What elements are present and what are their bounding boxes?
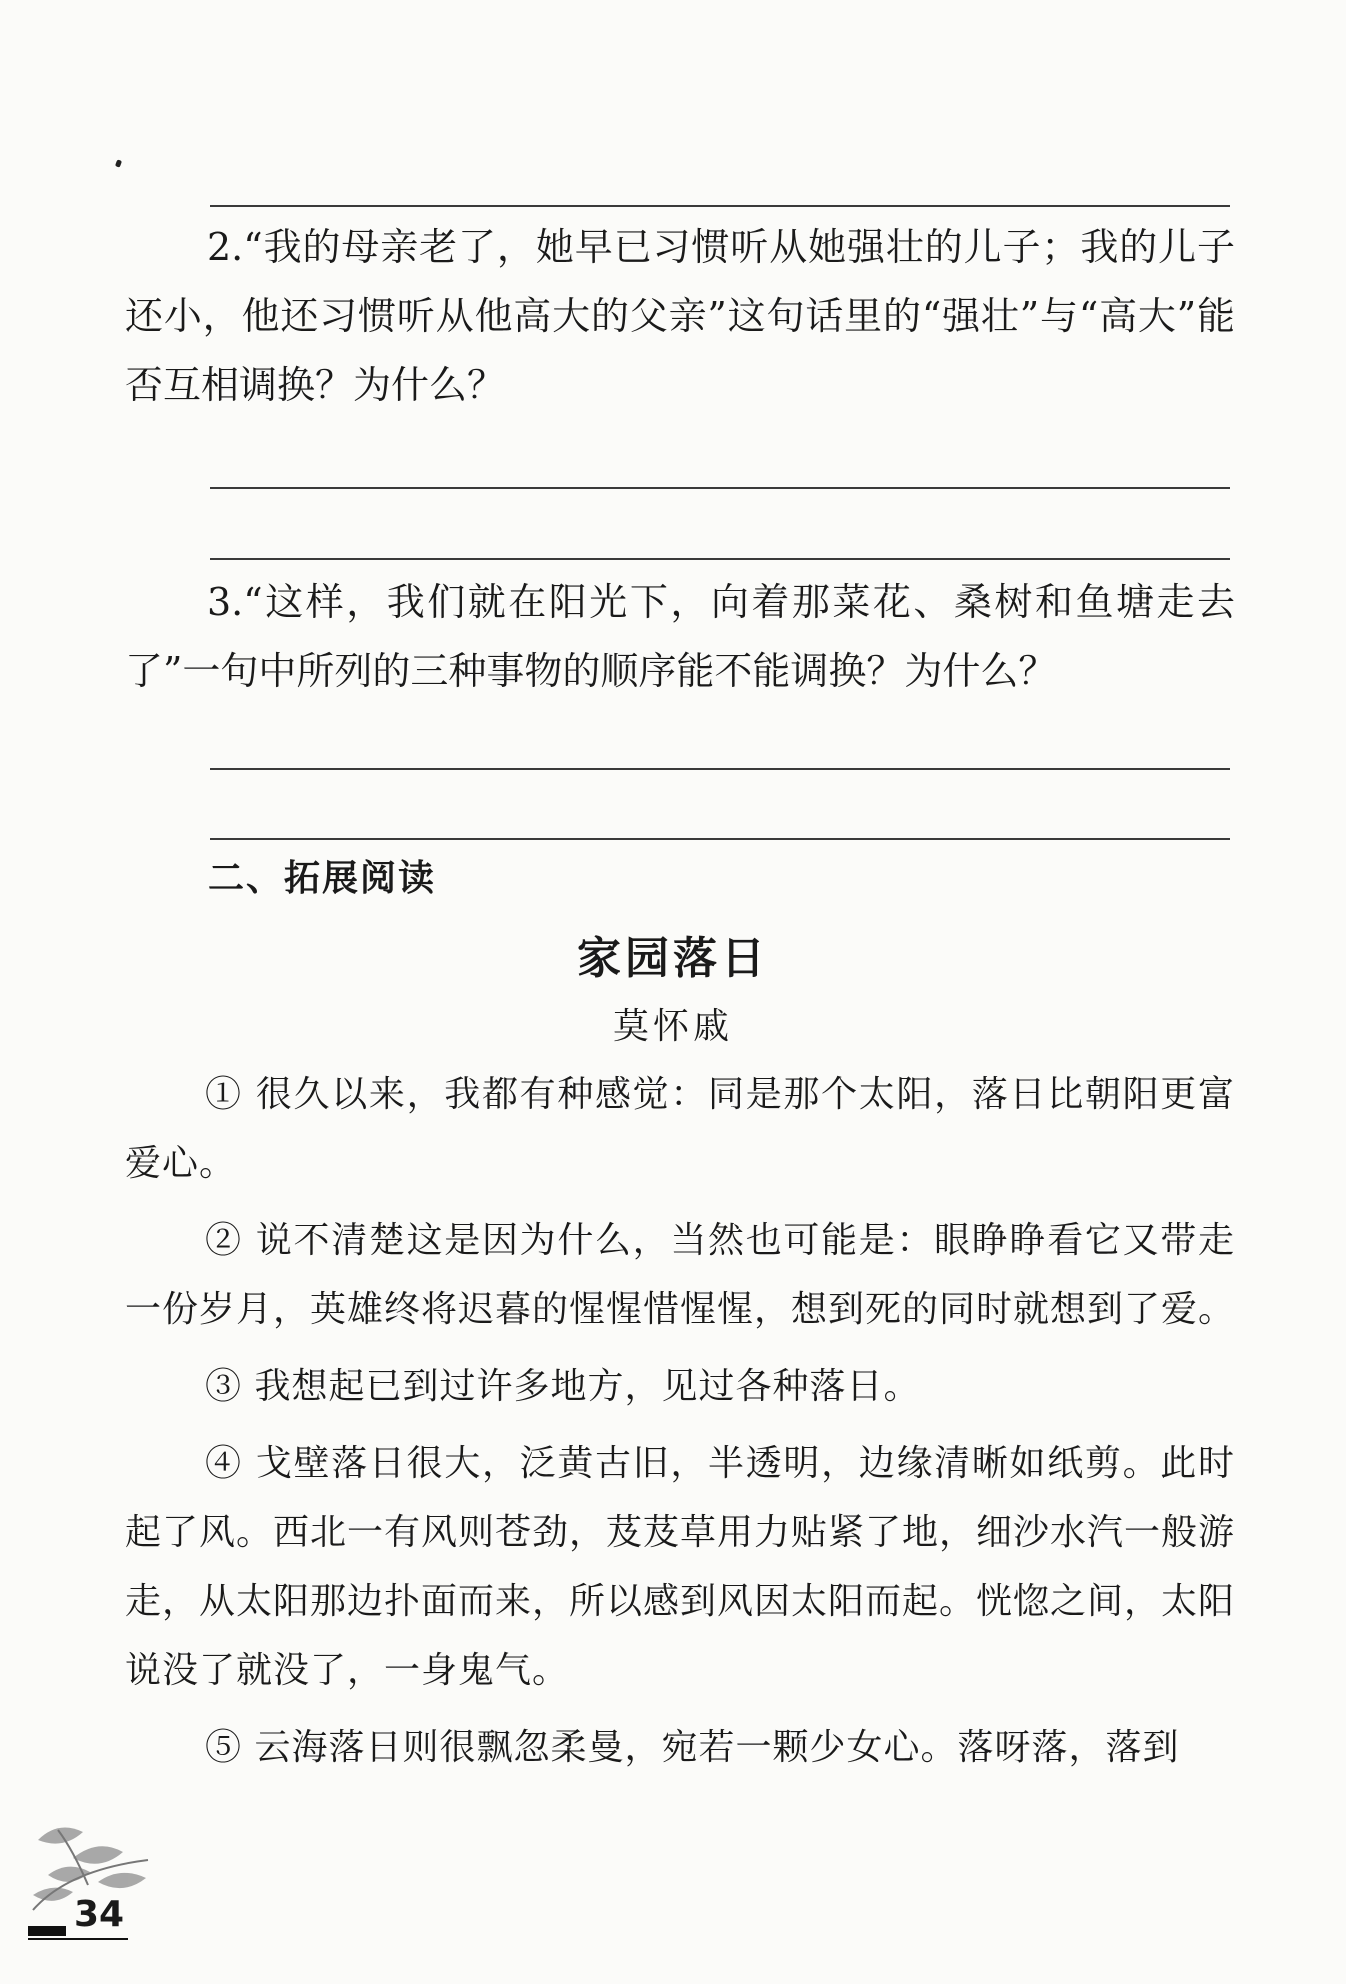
question-2-number: 2. [207, 225, 244, 269]
section-heading: 二、拓展阅读 [208, 858, 437, 899]
article-paragraph-5: ⑤ 云海落日则很飘忽柔曼，宛若一颗少女心。落呀落，落到 [205, 1727, 1180, 1768]
article-title: 家园落日 [577, 933, 769, 984]
page-number: 34 [74, 1894, 125, 1935]
answer-line-q3-a [210, 768, 1230, 770]
answer-line-q1 [210, 205, 1230, 207]
article-paragraph-2: ② 说不清楚这是因为什么，当然也可能是：眼睁睁看它又带走一份岁月，英雄终将迟暮的惺惺惜惺惺，想到死的同时就想到了爱。 [125, 1220, 1236, 1330]
page-number-rule [28, 1938, 128, 1940]
article-paragraph-1: ① 很久以来，我都有种感觉：同是那个太阳，落日比朝阳更富爱心。 [125, 1074, 1235, 1184]
answer-line-q2-a [210, 487, 1230, 489]
question-3 [125, 568, 1235, 706]
answer-line-q3-b [210, 838, 1230, 840]
article-author: 莫怀戚 [612, 1006, 733, 1047]
question-2-text: “我的母亲老了，她早已习惯听从她强壮的儿子；我的儿子还小，他还习惯听从他高大的父亲”这句话里的“强壮”与“高大”能否互相调换？为什么？ [125, 225, 1235, 407]
ink-speck [115, 159, 122, 167]
article-paragraph-3: ③ 我想起已到过许多地方，见过各种落日。 [205, 1366, 921, 1407]
page-number-bar [28, 1926, 66, 1936]
article-body [125, 1060, 1235, 1790]
question-2 [125, 213, 1235, 420]
question-3-number: 3. [207, 580, 244, 624]
answer-line-q2-b [210, 558, 1230, 560]
question-3-text: “这样，我们就在阳光下，向着那菜花、桑树和鱼塘走去了”一句中所列的三种事物的顺序能不能调换？为什么？ [125, 580, 1235, 693]
article-paragraph-4: ④ 戈壁落日很大，泛黄古旧，半透明，边缘清晰如纸剪。此时起了风。西北一有风则苍劲，芨芨草用力贴紧了地，细沙水汽一般游走，从太阳那边扑面而来，所以感到风因太阳而起。恍惚之间，太阳说没了就没了，一身鬼气。 [125, 1443, 1236, 1691]
